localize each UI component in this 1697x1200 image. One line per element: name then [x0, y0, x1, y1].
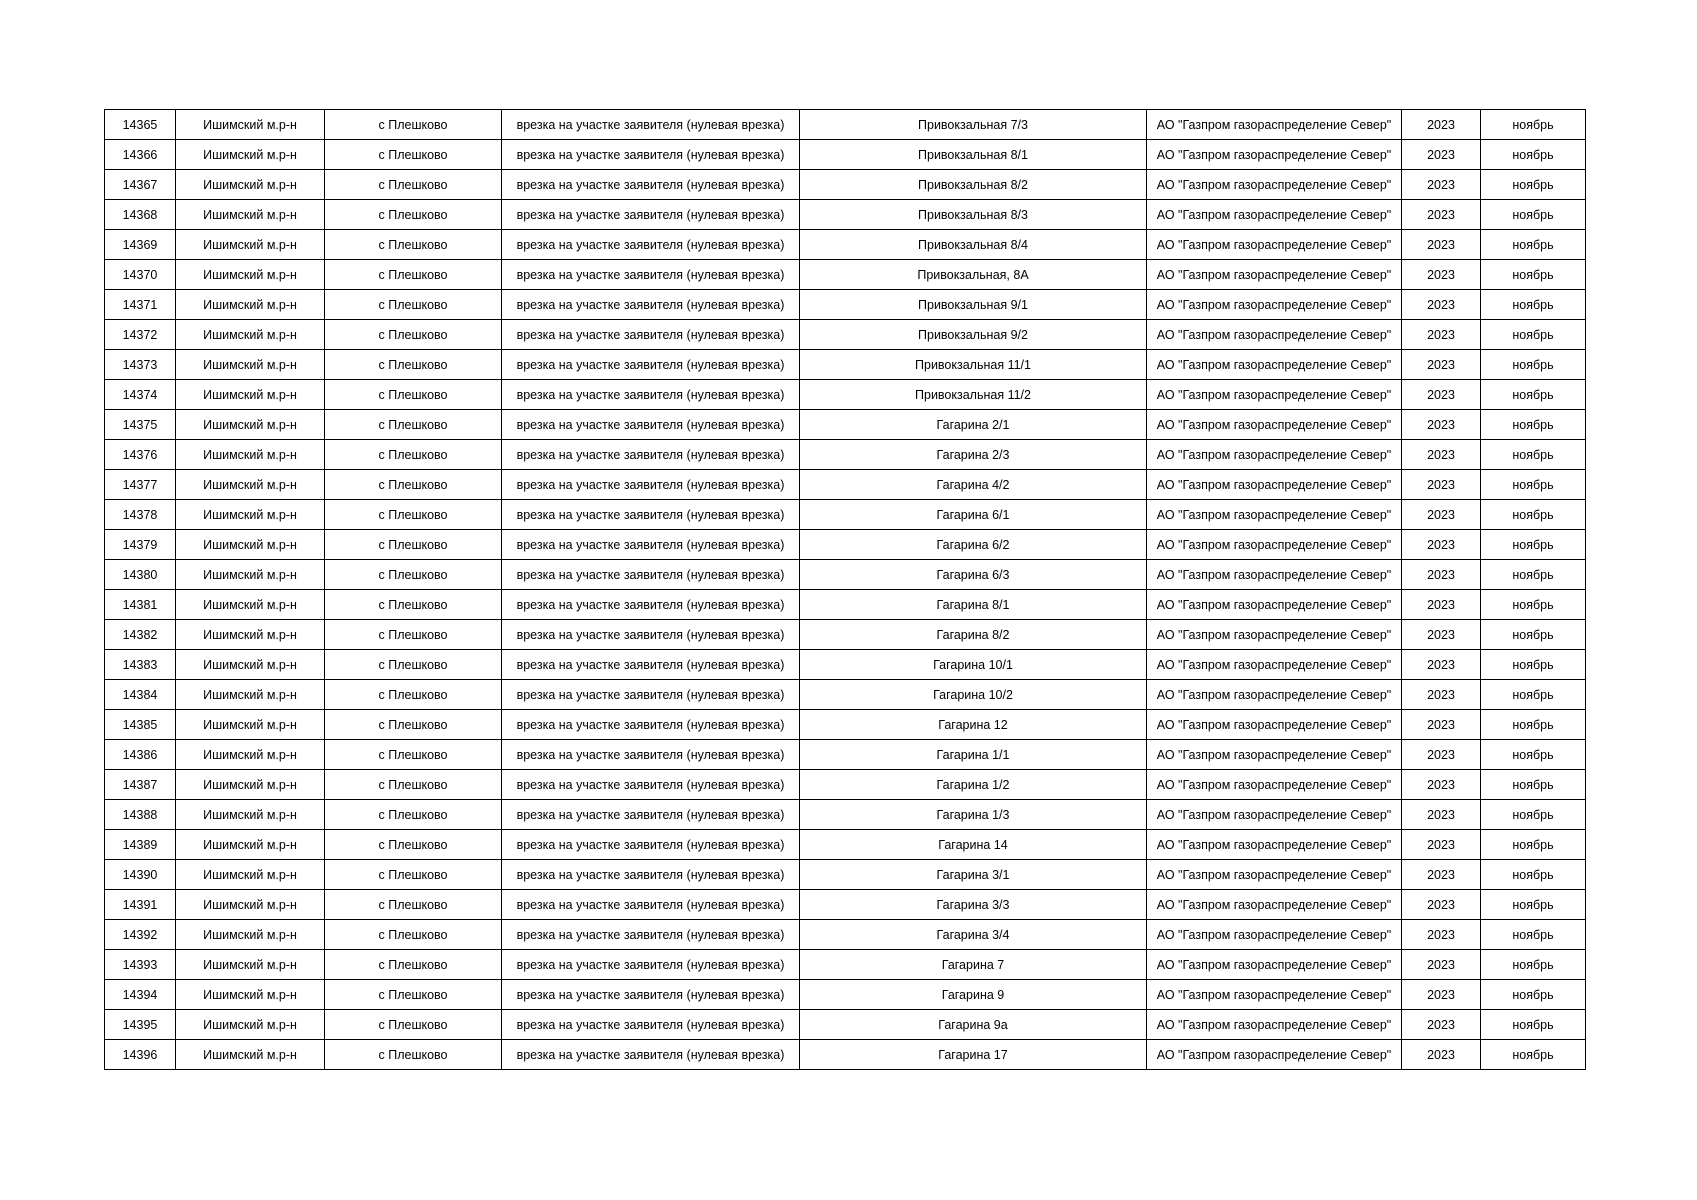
table-row	[105, 860, 1586, 890]
district-cell: Ишимский м.р-н	[176, 890, 325, 920]
record-number-cell: 14385	[105, 710, 176, 740]
record-number-cell: 14372	[105, 320, 176, 350]
organization-cell: АО "Газпром газораспределение Север"	[1147, 440, 1402, 470]
organization-cell: АО "Газпром газораспределение Север"	[1147, 920, 1402, 950]
table-row	[105, 290, 1586, 320]
organization-cell: АО "Газпром газораспределение Север"	[1147, 560, 1402, 590]
record-number-cell: 14378	[105, 500, 176, 530]
table-row	[105, 830, 1586, 860]
district-cell: Ишимский м.р-н	[176, 350, 325, 380]
year-cell: 2023	[1402, 620, 1481, 650]
work-type-cell: врезка на участке заявителя (нулевая врезка)	[502, 710, 800, 740]
district-cell: Ишимский м.р-н	[176, 260, 325, 290]
month-cell: ноябрь	[1481, 380, 1586, 410]
district-cell: Ишимский м.р-н	[176, 680, 325, 710]
record-number-cell: 14371	[105, 290, 176, 320]
table-row	[105, 530, 1586, 560]
table-row	[105, 260, 1586, 290]
year-cell: 2023	[1402, 830, 1481, 860]
address-cell: Гагарина 10/1	[800, 650, 1147, 680]
organization-cell: АО "Газпром газораспределение Север"	[1147, 860, 1402, 890]
district-cell: Ишимский м.р-н	[176, 860, 325, 890]
table-row	[105, 350, 1586, 380]
address-cell: Гагарина 1/2	[800, 770, 1147, 800]
year-cell: 2023	[1402, 230, 1481, 260]
settlement-cell: с Плешково	[325, 260, 502, 290]
month-cell: ноябрь	[1481, 620, 1586, 650]
month-cell: ноябрь	[1481, 1040, 1586, 1070]
settlement-cell: с Плешково	[325, 560, 502, 590]
district-cell: Ишимский м.р-н	[176, 290, 325, 320]
address-cell: Гагарина 1/3	[800, 800, 1147, 830]
record-number-cell: 14375	[105, 410, 176, 440]
address-cell: Гагарина 4/2	[800, 470, 1147, 500]
settlement-cell: с Плешково	[325, 950, 502, 980]
month-cell: ноябрь	[1481, 950, 1586, 980]
work-type-cell: врезка на участке заявителя (нулевая врезка)	[502, 110, 800, 140]
district-cell: Ишимский м.р-н	[176, 740, 325, 770]
year-cell: 2023	[1402, 710, 1481, 740]
month-cell: ноябрь	[1481, 650, 1586, 680]
organization-cell: АО "Газпром газораспределение Север"	[1147, 530, 1402, 560]
year-cell: 2023	[1402, 200, 1481, 230]
record-number-cell: 14395	[105, 1010, 176, 1040]
organization-cell: АО "Газпром газораспределение Север"	[1147, 950, 1402, 980]
work-type-cell: врезка на участке заявителя (нулевая врезка)	[502, 890, 800, 920]
work-type-cell: врезка на участке заявителя (нулевая врезка)	[502, 860, 800, 890]
organization-cell: АО "Газпром газораспределение Север"	[1147, 770, 1402, 800]
organization-cell: АО "Газпром газораспределение Север"	[1147, 1040, 1402, 1070]
table-row	[105, 1040, 1586, 1070]
record-number-cell: 14374	[105, 380, 176, 410]
work-type-cell: врезка на участке заявителя (нулевая врезка)	[502, 170, 800, 200]
table-row	[105, 410, 1586, 440]
year-cell: 2023	[1402, 980, 1481, 1010]
work-type-cell: врезка на участке заявителя (нулевая врезка)	[502, 290, 800, 320]
record-number-cell: 14379	[105, 530, 176, 560]
address-cell: Гагарина 17	[800, 1040, 1147, 1070]
district-cell: Ишимский м.р-н	[176, 980, 325, 1010]
year-cell: 2023	[1402, 860, 1481, 890]
work-type-cell: врезка на участке заявителя (нулевая врезка)	[502, 950, 800, 980]
work-type-cell: врезка на участке заявителя (нулевая врезка)	[502, 590, 800, 620]
district-cell: Ишимский м.р-н	[176, 560, 325, 590]
work-type-cell: врезка на участке заявителя (нулевая врезка)	[502, 920, 800, 950]
district-cell: Ишимский м.р-н	[176, 800, 325, 830]
table-row	[105, 710, 1586, 740]
year-cell: 2023	[1402, 950, 1481, 980]
settlement-cell: с Плешково	[325, 1040, 502, 1070]
work-type-cell: врезка на участке заявителя (нулевая врезка)	[502, 530, 800, 560]
year-cell: 2023	[1402, 440, 1481, 470]
organization-cell: АО "Газпром газораспределение Север"	[1147, 890, 1402, 920]
data-table	[104, 109, 1586, 1070]
record-number-cell: 14388	[105, 800, 176, 830]
work-type-cell: врезка на участке заявителя (нулевая врезка)	[502, 470, 800, 500]
month-cell: ноябрь	[1481, 110, 1586, 140]
year-cell: 2023	[1402, 170, 1481, 200]
address-cell: Привокзальная 9/1	[800, 290, 1147, 320]
year-cell: 2023	[1402, 560, 1481, 590]
work-type-cell: врезка на участке заявителя (нулевая врезка)	[502, 800, 800, 830]
settlement-cell: с Плешково	[325, 590, 502, 620]
settlement-cell: с Плешково	[325, 1010, 502, 1040]
table-row	[105, 950, 1586, 980]
settlement-cell: с Плешково	[325, 530, 502, 560]
organization-cell: АО "Газпром газораспределение Север"	[1147, 620, 1402, 650]
address-cell: Гагарина 14	[800, 830, 1147, 860]
month-cell: ноябрь	[1481, 890, 1586, 920]
work-type-cell: врезка на участке заявителя (нулевая врезка)	[502, 650, 800, 680]
work-type-cell: врезка на участке заявителя (нулевая врезка)	[502, 620, 800, 650]
district-cell: Ишимский м.р-н	[176, 1010, 325, 1040]
month-cell: ноябрь	[1481, 200, 1586, 230]
table-row	[105, 650, 1586, 680]
address-cell: Гагарина 3/1	[800, 860, 1147, 890]
district-cell: Ишимский м.р-н	[176, 500, 325, 530]
settlement-cell: с Плешково	[325, 140, 502, 170]
month-cell: ноябрь	[1481, 590, 1586, 620]
year-cell: 2023	[1402, 1040, 1481, 1070]
organization-cell: АО "Газпром газораспределение Север"	[1147, 140, 1402, 170]
district-cell: Ишимский м.р-н	[176, 710, 325, 740]
record-number-cell: 14373	[105, 350, 176, 380]
settlement-cell: с Плешково	[325, 770, 502, 800]
table-row	[105, 380, 1586, 410]
district-cell: Ишимский м.р-н	[176, 440, 325, 470]
address-cell: Привокзальная 8/1	[800, 140, 1147, 170]
record-number-cell: 14377	[105, 470, 176, 500]
record-number-cell: 14394	[105, 980, 176, 1010]
record-number-cell: 14393	[105, 950, 176, 980]
month-cell: ноябрь	[1481, 560, 1586, 590]
table-row	[105, 230, 1586, 260]
address-cell: Гагарина 6/3	[800, 560, 1147, 590]
work-type-cell: врезка на участке заявителя (нулевая врезка)	[502, 140, 800, 170]
month-cell: ноябрь	[1481, 350, 1586, 380]
address-cell: Привокзальная 11/2	[800, 380, 1147, 410]
table-row	[105, 620, 1586, 650]
organization-cell: АО "Газпром газораспределение Север"	[1147, 320, 1402, 350]
address-cell: Привокзальная 8/4	[800, 230, 1147, 260]
year-cell: 2023	[1402, 470, 1481, 500]
month-cell: ноябрь	[1481, 920, 1586, 950]
organization-cell: АО "Газпром газораспределение Север"	[1147, 680, 1402, 710]
district-cell: Ишимский м.р-н	[176, 140, 325, 170]
address-cell: Гагарина 2/3	[800, 440, 1147, 470]
work-type-cell: врезка на участке заявителя (нулевая врезка)	[502, 1010, 800, 1040]
district-cell: Ишимский м.р-н	[176, 200, 325, 230]
work-type-cell: врезка на участке заявителя (нулевая врезка)	[502, 980, 800, 1010]
organization-cell: АО "Газпром газораспределение Север"	[1147, 650, 1402, 680]
organization-cell: АО "Газпром газораспределение Север"	[1147, 170, 1402, 200]
settlement-cell: с Плешково	[325, 470, 502, 500]
address-cell: Гагарина 9а	[800, 1010, 1147, 1040]
settlement-cell: с Плешково	[325, 320, 502, 350]
district-cell: Ишимский м.р-н	[176, 470, 325, 500]
work-type-cell: врезка на участке заявителя (нулевая врезка)	[502, 500, 800, 530]
district-cell: Ишимский м.р-н	[176, 170, 325, 200]
year-cell: 2023	[1402, 500, 1481, 530]
address-cell: Привокзальная 11/1	[800, 350, 1147, 380]
settlement-cell: с Плешково	[325, 110, 502, 140]
month-cell: ноябрь	[1481, 1010, 1586, 1040]
address-cell: Гагарина 9	[800, 980, 1147, 1010]
address-cell: Привокзальная 7/3	[800, 110, 1147, 140]
organization-cell: АО "Газпром газораспределение Север"	[1147, 500, 1402, 530]
year-cell: 2023	[1402, 920, 1481, 950]
district-cell: Ишимский м.р-н	[176, 770, 325, 800]
table-row	[105, 170, 1586, 200]
record-number-cell: 14390	[105, 860, 176, 890]
table-row	[105, 890, 1586, 920]
record-number-cell: 14366	[105, 140, 176, 170]
organization-cell: АО "Газпром газораспределение Север"	[1147, 830, 1402, 860]
settlement-cell: с Плешково	[325, 800, 502, 830]
address-cell: Гагарина 3/4	[800, 920, 1147, 950]
settlement-cell: с Плешково	[325, 710, 502, 740]
month-cell: ноябрь	[1481, 320, 1586, 350]
work-type-cell: врезка на участке заявителя (нулевая врезка)	[502, 260, 800, 290]
year-cell: 2023	[1402, 1010, 1481, 1040]
record-number-cell: 14369	[105, 230, 176, 260]
district-cell: Ишимский м.р-н	[176, 650, 325, 680]
address-cell: Привокзальная 8/2	[800, 170, 1147, 200]
record-number-cell: 14386	[105, 740, 176, 770]
address-cell: Гагарина 7	[800, 950, 1147, 980]
organization-cell: АО "Газпром газораспределение Север"	[1147, 260, 1402, 290]
table-row	[105, 200, 1586, 230]
month-cell: ноябрь	[1481, 440, 1586, 470]
record-number-cell: 14370	[105, 260, 176, 290]
work-type-cell: врезка на участке заявителя (нулевая врезка)	[502, 830, 800, 860]
month-cell: ноябрь	[1481, 410, 1586, 440]
work-type-cell: врезка на участке заявителя (нулевая врезка)	[502, 1040, 800, 1070]
year-cell: 2023	[1402, 260, 1481, 290]
address-cell: Гагарина 12	[800, 710, 1147, 740]
year-cell: 2023	[1402, 350, 1481, 380]
organization-cell: АО "Газпром газораспределение Север"	[1147, 410, 1402, 440]
organization-cell: АО "Газпром газораспределение Север"	[1147, 710, 1402, 740]
address-cell: Гагарина 8/1	[800, 590, 1147, 620]
district-cell: Ишимский м.р-н	[176, 950, 325, 980]
table-row	[105, 320, 1586, 350]
address-cell: Гагарина 2/1	[800, 410, 1147, 440]
month-cell: ноябрь	[1481, 140, 1586, 170]
work-type-cell: врезка на участке заявителя (нулевая врезка)	[502, 410, 800, 440]
organization-cell: АО "Газпром газораспределение Север"	[1147, 590, 1402, 620]
month-cell: ноябрь	[1481, 740, 1586, 770]
address-cell: Гагарина 3/3	[800, 890, 1147, 920]
table-row	[105, 470, 1586, 500]
record-number-cell: 14384	[105, 680, 176, 710]
month-cell: ноябрь	[1481, 860, 1586, 890]
record-number-cell: 14389	[105, 830, 176, 860]
year-cell: 2023	[1402, 380, 1481, 410]
year-cell: 2023	[1402, 740, 1481, 770]
month-cell: ноябрь	[1481, 980, 1586, 1010]
record-number-cell: 14380	[105, 560, 176, 590]
table-row	[105, 1010, 1586, 1040]
table-row	[105, 770, 1586, 800]
address-cell: Гагарина 10/2	[800, 680, 1147, 710]
settlement-cell: с Плешково	[325, 890, 502, 920]
district-cell: Ишимский м.р-н	[176, 830, 325, 860]
month-cell: ноябрь	[1481, 290, 1586, 320]
work-type-cell: врезка на участке заявителя (нулевая врезка)	[502, 770, 800, 800]
record-number-cell: 14376	[105, 440, 176, 470]
table-row	[105, 920, 1586, 950]
record-number-cell: 14368	[105, 200, 176, 230]
work-type-cell: врезка на участке заявителя (нулевая врезка)	[502, 440, 800, 470]
settlement-cell: с Плешково	[325, 740, 502, 770]
record-number-cell: 14396	[105, 1040, 176, 1070]
month-cell: ноябрь	[1481, 680, 1586, 710]
table-body	[105, 110, 1586, 1070]
settlement-cell: с Плешково	[325, 830, 502, 860]
year-cell: 2023	[1402, 290, 1481, 320]
organization-cell: АО "Газпром газораспределение Север"	[1147, 110, 1402, 140]
settlement-cell: с Плешково	[325, 680, 502, 710]
work-type-cell: врезка на участке заявителя (нулевая врезка)	[502, 380, 800, 410]
month-cell: ноябрь	[1481, 710, 1586, 740]
record-number-cell: 14392	[105, 920, 176, 950]
record-number-cell: 14365	[105, 110, 176, 140]
settlement-cell: с Плешково	[325, 170, 502, 200]
work-type-cell: врезка на участке заявителя (нулевая врезка)	[502, 680, 800, 710]
month-cell: ноябрь	[1481, 770, 1586, 800]
address-cell: Гагарина 1/1	[800, 740, 1147, 770]
month-cell: ноябрь	[1481, 230, 1586, 260]
table-row	[105, 740, 1586, 770]
district-cell: Ишимский м.р-н	[176, 320, 325, 350]
address-cell: Привокзальная 8/3	[800, 200, 1147, 230]
record-number-cell: 14387	[105, 770, 176, 800]
table-row	[105, 980, 1586, 1010]
settlement-cell: с Плешково	[325, 650, 502, 680]
month-cell: ноябрь	[1481, 260, 1586, 290]
settlement-cell: с Плешково	[325, 410, 502, 440]
settlement-cell: с Плешково	[325, 500, 502, 530]
month-cell: ноябрь	[1481, 530, 1586, 560]
year-cell: 2023	[1402, 410, 1481, 440]
record-number-cell: 14383	[105, 650, 176, 680]
address-cell: Привокзальная, 8А	[800, 260, 1147, 290]
record-number-cell: 14381	[105, 590, 176, 620]
settlement-cell: с Плешково	[325, 350, 502, 380]
district-cell: Ишимский м.р-н	[176, 410, 325, 440]
year-cell: 2023	[1402, 590, 1481, 620]
address-cell: Гагарина 6/2	[800, 530, 1147, 560]
work-type-cell: врезка на участке заявителя (нулевая врезка)	[502, 230, 800, 260]
table-row	[105, 560, 1586, 590]
district-cell: Ишимский м.р-н	[176, 530, 325, 560]
settlement-cell: с Плешково	[325, 200, 502, 230]
work-type-cell: врезка на участке заявителя (нулевая врезка)	[502, 560, 800, 590]
year-cell: 2023	[1402, 650, 1481, 680]
settlement-cell: с Плешково	[325, 920, 502, 950]
record-number-cell: 14367	[105, 170, 176, 200]
organization-cell: АО "Газпром газораспределение Север"	[1147, 1010, 1402, 1040]
year-cell: 2023	[1402, 800, 1481, 830]
table-row	[105, 800, 1586, 830]
address-cell: Привокзальная 9/2	[800, 320, 1147, 350]
year-cell: 2023	[1402, 530, 1481, 560]
table-row	[105, 140, 1586, 170]
work-type-cell: врезка на участке заявителя (нулевая врезка)	[502, 350, 800, 380]
settlement-cell: с Плешково	[325, 230, 502, 260]
organization-cell: АО "Газпром газораспределение Север"	[1147, 470, 1402, 500]
district-cell: Ишимский м.р-н	[176, 1040, 325, 1070]
organization-cell: АО "Газпром газораспределение Север"	[1147, 740, 1402, 770]
district-cell: Ишимский м.р-н	[176, 380, 325, 410]
settlement-cell: с Плешково	[325, 380, 502, 410]
year-cell: 2023	[1402, 140, 1481, 170]
organization-cell: АО "Газпром газораспределение Север"	[1147, 230, 1402, 260]
organization-cell: АО "Газпром газораспределение Север"	[1147, 200, 1402, 230]
work-type-cell: врезка на участке заявителя (нулевая врезка)	[502, 740, 800, 770]
table-row	[105, 440, 1586, 470]
work-type-cell: врезка на участке заявителя (нулевая врезка)	[502, 320, 800, 350]
district-cell: Ишимский м.р-н	[176, 620, 325, 650]
settlement-cell: с Плешково	[325, 860, 502, 890]
year-cell: 2023	[1402, 680, 1481, 710]
month-cell: ноябрь	[1481, 800, 1586, 830]
settlement-cell: с Плешково	[325, 440, 502, 470]
year-cell: 2023	[1402, 110, 1481, 140]
address-cell: Гагарина 8/2	[800, 620, 1147, 650]
year-cell: 2023	[1402, 890, 1481, 920]
district-cell: Ишимский м.р-н	[176, 920, 325, 950]
organization-cell: АО "Газпром газораспределение Север"	[1147, 380, 1402, 410]
address-cell: Гагарина 6/1	[800, 500, 1147, 530]
year-cell: 2023	[1402, 770, 1481, 800]
organization-cell: АО "Газпром газораспределение Север"	[1147, 800, 1402, 830]
organization-cell: АО "Газпром газораспределение Север"	[1147, 290, 1402, 320]
table-row	[105, 680, 1586, 710]
month-cell: ноябрь	[1481, 830, 1586, 860]
record-number-cell: 14382	[105, 620, 176, 650]
work-type-cell: врезка на участке заявителя (нулевая врезка)	[502, 200, 800, 230]
month-cell: ноябрь	[1481, 500, 1586, 530]
district-cell: Ишимский м.р-н	[176, 230, 325, 260]
settlement-cell: с Плешково	[325, 290, 502, 320]
district-cell: Ишимский м.р-н	[176, 110, 325, 140]
table-row	[105, 500, 1586, 530]
record-number-cell: 14391	[105, 890, 176, 920]
organization-cell: АО "Газпром газораспределение Север"	[1147, 350, 1402, 380]
settlement-cell: с Плешково	[325, 620, 502, 650]
year-cell: 2023	[1402, 320, 1481, 350]
district-cell: Ишимский м.р-н	[176, 590, 325, 620]
organization-cell: АО "Газпром газораспределение Север"	[1147, 980, 1402, 1010]
month-cell: ноябрь	[1481, 170, 1586, 200]
settlement-cell: с Плешково	[325, 980, 502, 1010]
table-row	[105, 110, 1586, 140]
month-cell: ноябрь	[1481, 470, 1586, 500]
table-row	[105, 590, 1586, 620]
